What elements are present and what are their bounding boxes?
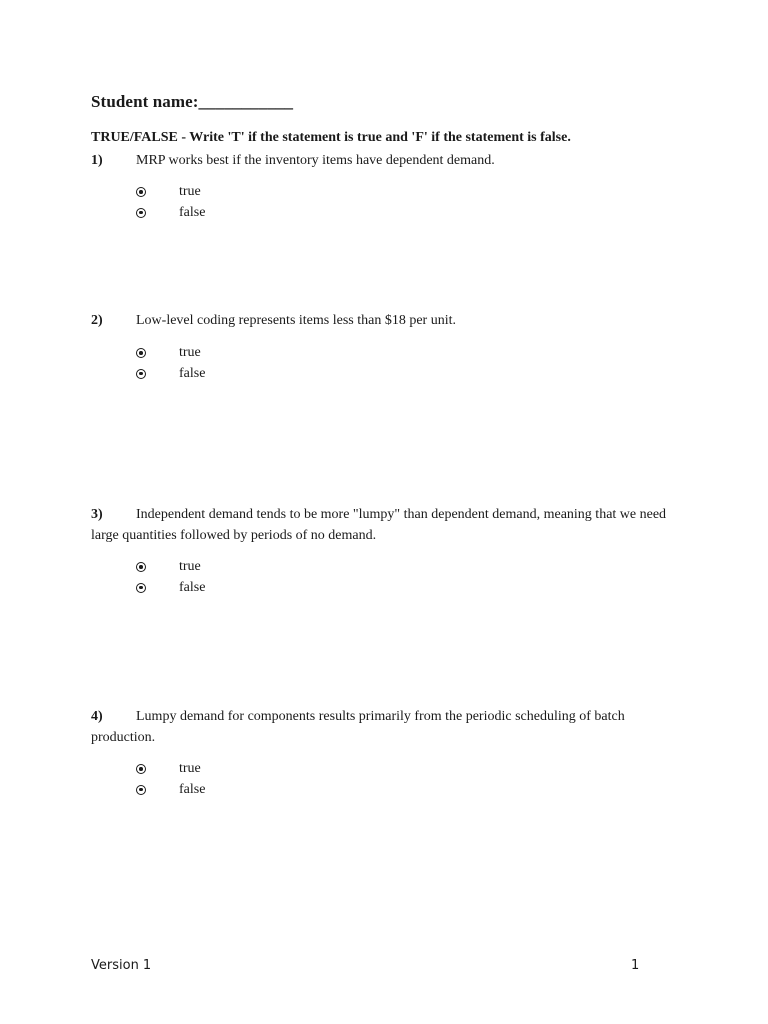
question-text: Low-level coding represents items less than $18 per unit. (136, 313, 456, 328)
option-label: false (179, 365, 206, 381)
question-text: Independent demand tends to be more "lumpy" than dependent demand, meaning that we need large quantities followed by periods of no demand. (91, 507, 667, 543)
question-4 (91, 706, 691, 748)
radio-icon[interactable] (136, 562, 146, 572)
option-label: true (179, 345, 201, 361)
radio-icon[interactable] (136, 187, 146, 197)
question-text: Lumpy demand for components results primarily from the periodic scheduling of batch production. (91, 709, 625, 745)
radio-icon[interactable] (136, 208, 146, 218)
option-false[interactable] (136, 364, 205, 385)
question-number: 2) (91, 313, 103, 328)
options-3 (136, 557, 205, 598)
radio-icon[interactable] (136, 583, 146, 593)
option-false[interactable] (136, 578, 205, 599)
option-label: true (179, 184, 201, 200)
option-label: false (179, 781, 206, 797)
question-2 (91, 310, 691, 331)
instructions: TRUE/FALSE - Write 'T' if the statement is true and 'F' if the statement is false. (91, 130, 571, 145)
options-4 (136, 759, 205, 800)
options-2 (136, 343, 205, 384)
question-3 (91, 504, 691, 546)
question-text: MRP works best if the inventory items have dependent demand. (136, 153, 495, 168)
radio-icon[interactable] (136, 764, 146, 774)
radio-icon[interactable] (136, 369, 146, 379)
option-false[interactable] (136, 203, 205, 224)
option-label: false (179, 579, 206, 595)
question-number: 4) (91, 709, 103, 724)
options-1 (136, 182, 205, 223)
option-true[interactable] (136, 343, 205, 364)
option-true[interactable] (136, 182, 205, 203)
option-false[interactable] (136, 780, 205, 801)
option-label: true (179, 761, 201, 777)
footer-version: Version 1 (91, 958, 152, 973)
option-label: true (179, 559, 201, 575)
question-1 (91, 150, 691, 171)
option-true[interactable] (136, 557, 205, 578)
question-number: 3) (91, 507, 103, 522)
radio-icon[interactable] (136, 785, 146, 795)
radio-icon[interactable] (136, 348, 146, 358)
option-true[interactable] (136, 759, 205, 780)
question-number: 1) (91, 153, 103, 168)
student-name-label: Student name:___________ (91, 92, 294, 111)
footer-page-number: 1 (631, 958, 640, 973)
option-label: false (179, 204, 206, 220)
